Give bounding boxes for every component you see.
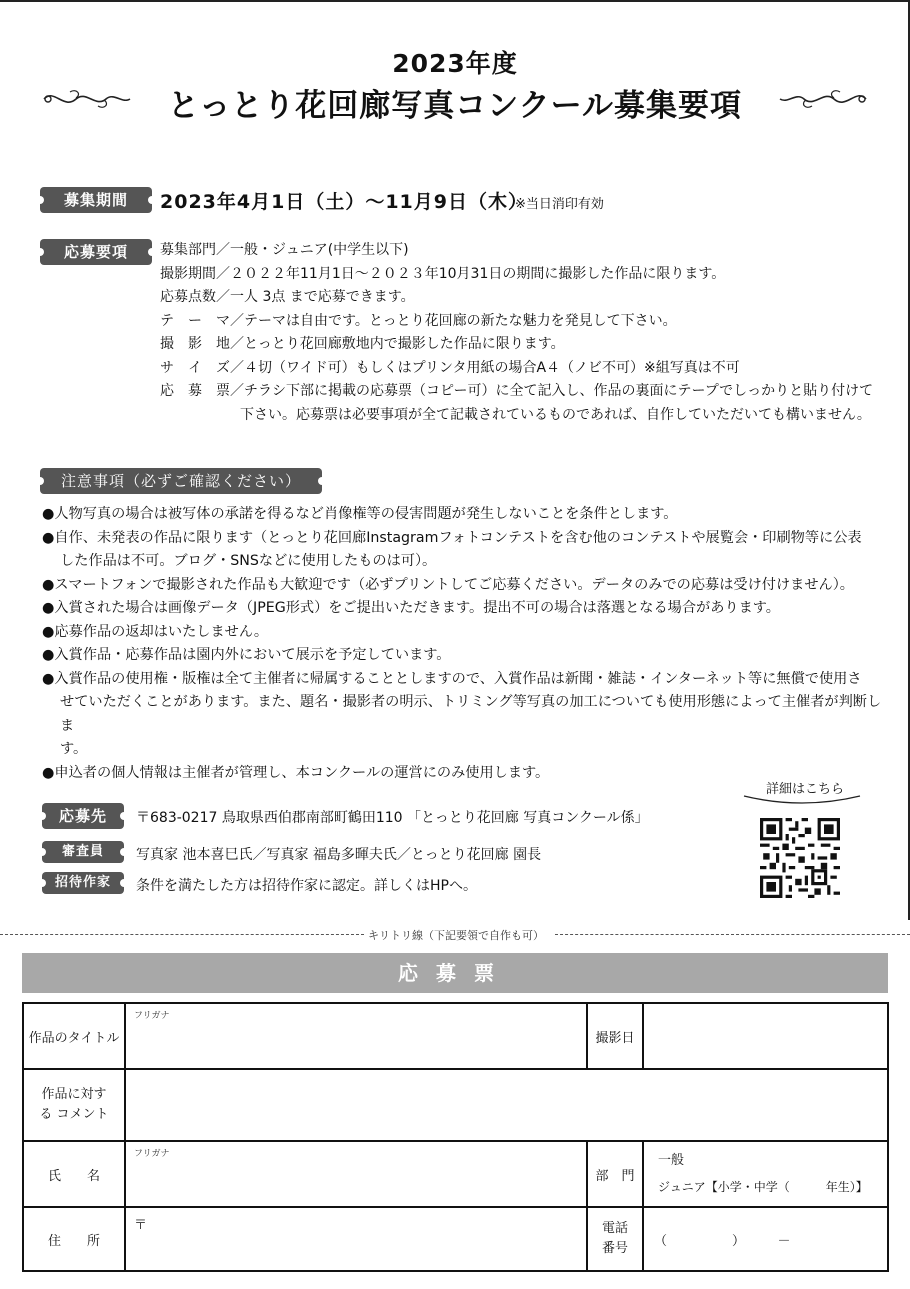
caution-item: ●スマートフォンで撮影された作品も大歓迎です（必ずプリントしてご応募ください。データのみでの応募は受け付けません）。 — [42, 576, 854, 593]
postal-mark: 〒 — [134, 1218, 148, 1233]
caution-item: ●自作、未発表の作品に限ります（とっとり花回廊Instagramフォトコンテストを含む他のコンテストや展覧会・印刷物等に公表 — [42, 529, 862, 546]
caution-item: ●入賞作品・応募作品は園内外において展示を予定しています。 — [42, 647, 451, 663]
top-border — [0, 0, 910, 2]
date-input-cell[interactable] — [643, 1003, 888, 1069]
comment-label-cell: 作品に対する コメント — [23, 1069, 125, 1141]
req-shooting-period: 撮影期間／２０２２年11月1日～２０２３年10月31日の期間に撮影した作品に限ります。 — [160, 265, 726, 282]
req-theme: テ ー マ／テーマは自由です。とっとり花回廊の新たな魅力を発見して下さい。 — [160, 312, 677, 329]
req-form-line1: 応 募 票／チラシ下部に掲載の応募票（コピー可）に全て記入し、作品の裏面にテープでしっかりと貼り付けて — [160, 383, 874, 399]
req-entry-count: 応募点数／一人 3点 まで応募できます。 — [160, 289, 415, 305]
division-general[interactable]: 一般 — [658, 1153, 685, 1168]
year-heading: 2023年度 — [392, 49, 518, 78]
address-label: 応募先 — [42, 803, 124, 829]
entry-form-title: 応募票 — [22, 953, 888, 993]
req-division: 募集部門／一般・ジュニア(中学生以下) — [160, 242, 409, 258]
name-furigana: フリガナ — [134, 1149, 170, 1159]
division-junior[interactable]: ジュニア【小学・中学（ 年生）】 — [658, 1180, 868, 1194]
caution-item-cont: した作品は不可。ブログ・SNSなどに使用したものは可）。 — [60, 553, 437, 569]
req-form-line2: 下さい。応募票は必要事項が全て記載されているものであれば、自作していただいても構いません。 — [240, 406, 871, 423]
phone-input-cell[interactable] — [643, 1207, 888, 1271]
caution-item: ●申込者の個人情報は主催者が管理し、本コンクールの運営にのみ使用します。 — [42, 764, 550, 781]
qr-label: 詳細はこちら — [766, 782, 845, 797]
period-value: 2023年4月1日（土）～11月9日（木） — [160, 191, 528, 213]
caution-item: ●入賞作品の使用権・版権は全て主催者に帰属することとしますので、入賞作品は新聞・雑誌・インターネット等に無償で使用さ — [42, 670, 862, 687]
right-ornament-icon — [778, 86, 870, 112]
period-label: 募集期間 — [40, 187, 152, 213]
caution-item: ●応募作品の返却はいたしません。 — [42, 623, 269, 640]
title-input-cell[interactable] — [125, 1003, 587, 1069]
division-options-cell[interactable] — [643, 1141, 888, 1207]
req-size: サ イ ズ／４切（ワイド可）もしくはプリンタ用紙の場合A４（ノビ不可）※組写真は不可 — [160, 359, 740, 376]
invite-label: 招待作家 — [42, 872, 124, 894]
address-label-cell: 住 所 — [23, 1207, 125, 1271]
division-label-cell: 部 門 — [587, 1141, 643, 1207]
caution-item: ●入賞された場合は画像データ（JPEG形式）をご提出いただきます。提出不可の場合は落選となる場合があります。 — [42, 600, 780, 616]
page-title: とっとり花回廊写真コンクール募集要項 — [167, 88, 743, 124]
title-furigana: フリガナ — [134, 1011, 170, 1021]
cut-line-right — [555, 934, 910, 935]
phone-label-cell: 電話 番号 — [587, 1207, 643, 1271]
caution-item-cont: せていただくことがあります。また、題名・撮影者の明示、トリミング等写真の加工についても使用形態によって主催者が判断しま — [60, 694, 882, 734]
title-label-cell: 作品のタイトル — [23, 1003, 125, 1069]
caution-item-cont: す。 — [60, 741, 88, 757]
name-input-cell[interactable] — [125, 1141, 587, 1207]
qr-code-icon[interactable] — [760, 818, 840, 898]
cut-line-label: キリトリ線（下記要領で自作も可） — [368, 929, 544, 942]
requirements-label: 応募要項 — [40, 239, 152, 265]
judges-label: 審査員 — [42, 841, 124, 863]
name-label-cell: 氏 名 — [23, 1141, 125, 1207]
requirements-list — [160, 239, 880, 427]
period-note: ※当日消印有効 — [515, 197, 604, 212]
caution-item: ●人物写真の場合は被写体の承諾を得るなど肖像権等の侵害問題が発生しないことを条件とします。 — [42, 506, 678, 522]
address-value: 〒683-0217 鳥取県西伯郡南部町鶴田110 「とっとり花回廊 写真コンクール係」 — [136, 810, 649, 826]
req-location: 撮 影 地／とっとり花回廊敷地内で撮影した作品に限ります。 — [160, 336, 565, 352]
entry-form-table — [22, 1002, 889, 1272]
judges-value: 写真家 池本喜巳氏／写真家 福島多暉夫氏／とっとり花回廊 園長 — [136, 847, 542, 863]
invite-value: 条件を満たした方は招待作家に認定。詳しくはHPへ。 — [136, 878, 477, 894]
cautions-list — [42, 503, 882, 785]
phone-format: （ ） － — [654, 1233, 791, 1249]
cut-line-left — [0, 934, 364, 935]
cautions-label: 注意事項（必ずご確認ください） — [40, 468, 322, 494]
address-input-cell[interactable] — [125, 1207, 587, 1271]
qr-arc-icon — [740, 794, 864, 808]
date-label-cell: 撮影日 — [587, 1003, 643, 1069]
comment-input-cell[interactable] — [125, 1069, 888, 1141]
